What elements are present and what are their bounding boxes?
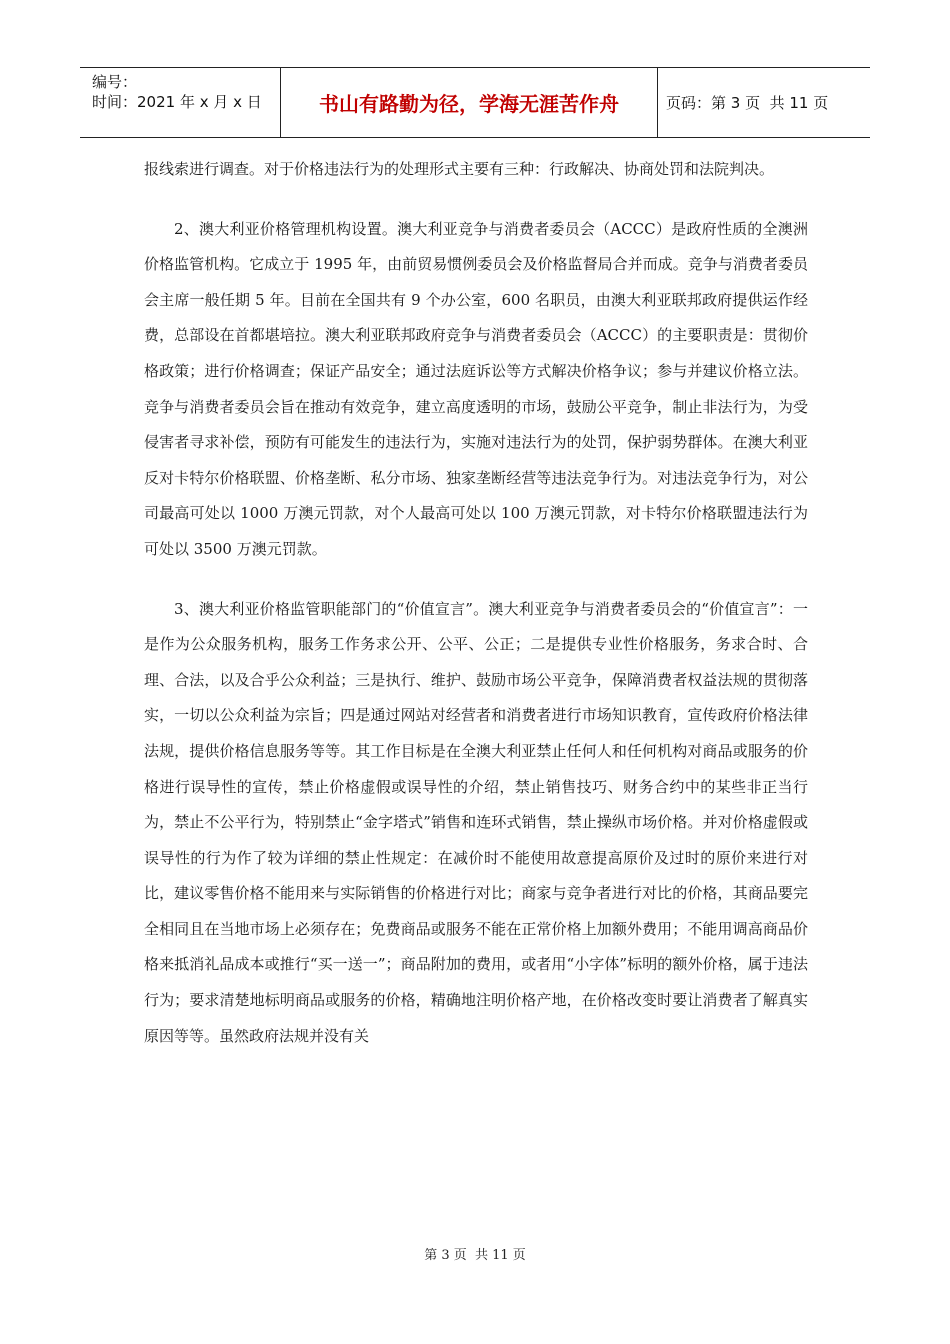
- document-body: [144, 152, 808, 1054]
- header-page-cell: [658, 68, 870, 137]
- paragraph-accc-setup: 2、澳大利亚价格管理机构设置。澳大利亚竞争与消费者委员会（ACCC）是政府性质的全澳洲价格监管机构。它成立于 1995 年，由前贸易惯例委员会及价格监督局合并而成。竞争与消费者委员会主席一般任期 5 年。目前在全国共有 9 个办公室，600 名职员，由澳大利亚联邦政府提供运作经费，总部设在首都堪培拉。澳大利亚联邦政府竞争与消费者委员会（ACCC）的主要职责是：贯彻价格政策；进行价格调查；保证产品安全；通过法庭诉讼等方式解决价格争议；参与并建议价格立法。竞争与消费者委员会旨在推动有效竞争，建立高度透明的市场，鼓励公平竞争，制止非法行为，为受侵害者寻求补偿，预防有可能发生的违法行为，实施对违法行为的处罚，保护弱势群体。在澳大利亚反对卡特尔价格联盟、价格垄断、私分市场、独家垄断经营等违法竞争行为。对违法竞争行为，对公司最高可处以 1000 万澳元罚款，对个人最高可处以 100 万澳元罚款，对卡特尔价格联盟违法行为可处以 3500 万澳元罚款。: [144, 219, 808, 558]
- document-header: [80, 67, 870, 138]
- paragraph-continuation: 报线索进行调查。对于价格违法行为的处理形式主要有三种：行政解决、协商处罚和法院判决。: [144, 160, 775, 178]
- document-code-label: 编号：: [92, 73, 138, 91]
- header-motto: 书山有路勤为径，学海无涯苦作舟: [281, 68, 658, 137]
- page-footer: 第 3 页 共 11 页: [424, 1248, 526, 1263]
- paragraph-value-declaration: 3、澳大利亚价格监管职能部门的“价值宣言”。澳大利亚竞争与消费者委员会的“价值宣言”：一是作为公众服务机构，服务工作务求公开、公平、公正；二是提供专业性价格服务，务求合时、合理、合法，以及合乎公众利益；三是执行、维护、鼓励市场公平竞争，保障消费者权益法规的贯彻落实，一切以公众利益为宗旨；四是通过网站对经营者和消费者进行市场知识教育，宣传政府价格法律法规，提供价格信息服务等等。其工作目标是在全澳大利亚禁止任何人和任何机构对商品或服务的价格进行误导性的宣传，禁止价格虚假或误导性的介绍，禁止销售技巧、财务合约中的某些非正当行为，禁止不公平行为，特别禁止“金字塔式”销售和连环式销售，禁止操纵市场价格。并对价格虚假或误导性的行为作了较为详细的禁止性规定：在减价时不能使用故意提高原价及过时的原价来进行对比，建议零售价格不能用来与实际销售的价格进行对比；商家与竞争者进行对比的价格，其商品要完全相同且在当地市场上必须存在；免费商品或服务不能在正常价格上加额外费用；不能用调高商品价格来抵消礼品成本或推行“买一送一”；商品附加的费用，或者用“小字体”标明的额外价格，属于违法行为；要求清楚地标明商品或服务的价格，精确地注明价格产地，在价格改变时要让消费者了解真实原因等等。虽然政府法规并没有关: [144, 599, 808, 1045]
- header-page-label: 页码：第 3 页 共 11 页: [666, 94, 829, 112]
- document-time-label: 时间：2021 年 x 月 x 日: [92, 93, 262, 111]
- header-left-cell: [80, 68, 281, 137]
